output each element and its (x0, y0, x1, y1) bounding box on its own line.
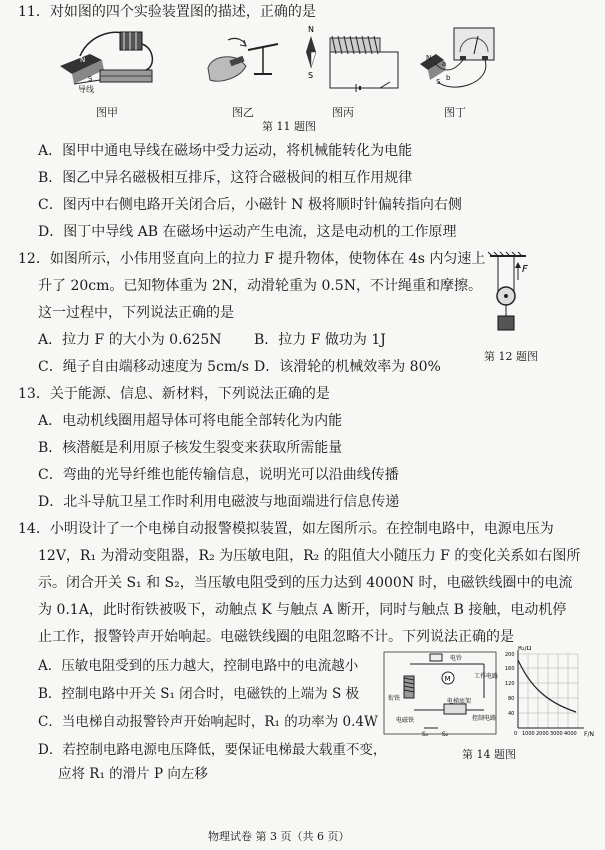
q14-figure-caption: 第 14 题图 (462, 748, 516, 761)
fig-yi-illustration (200, 34, 280, 90)
q12-option-b: B．拉力 F 做功为 1J (254, 332, 386, 348)
q11-option-d: D．图丁中导线 AB 在磁场中运动产生电流，这是电动机的工作原理 (38, 224, 457, 240)
circuit-electromagnet-label: 电磁铁 (396, 717, 415, 724)
q14-option-d-cont: 应将 R₁ 的滑片 P 向左移 (58, 766, 208, 782)
graph-grid (518, 654, 578, 728)
circuit-floor-label: 电梯底架 (447, 698, 472, 705)
q14-line-4: 为 0.1A，此时衔铁被吸下，动触点 K 与触点 A 断开，同时与触点 B 接触，电动机停 (38, 602, 567, 618)
q14-option-a: A．压敏电阻受到的压力越大，控制电路中的电流越小 (38, 658, 359, 674)
fig-bing-s: S (308, 71, 314, 80)
q13-option-b: B．核潜艇是利用原子核发生裂变来获取所需能量 (38, 440, 343, 456)
graph-y-tick: 160 (505, 666, 515, 672)
fig-ding-s: S (436, 78, 441, 86)
fig-bing-illustration (300, 24, 410, 96)
q14-line-3: 示。闭合开关 S₁ 和 S₂，当压敏电阻受到的压力达到 4000N 时，电磁铁线圈中的电流 (38, 575, 573, 591)
q14-line-1: 14．小明设计了一个电梯自动报警模拟装置，如左图所示。在控制电路中，电源电压为 (18, 521, 554, 537)
q14-option-b: B．控制电路中开关 S₁ 闭合时，电磁铁的上端为 S 极 (38, 686, 359, 702)
circuit-s1-label: S₁ (422, 731, 429, 738)
graph-x-tick: 1000 (522, 731, 535, 737)
q11-option-c: C．图丙中右侧电路开关闭合后，小磁针 N 极将顺时针偏转指向右侧 (38, 197, 462, 213)
q14-option-c: C．当电梯自动报警铃声开始响起时，R₁ 的功率为 0.4W (38, 714, 378, 730)
graph-y-tick: 200 (505, 652, 515, 658)
circuit-control-label: 控制电路 (472, 715, 497, 722)
q14-resistance-graph (504, 646, 600, 742)
q12-figure-caption: 第 12 题图 (484, 350, 538, 363)
fig-jia-label: 图甲 (96, 106, 118, 119)
q13-stem: 13．关于能源、信息、新材料，下列说法正确的是 (18, 386, 330, 402)
q12-option-a: A．拉力 F 的大小为 0.625N (38, 332, 222, 348)
q14-circuit-diagram (368, 648, 504, 738)
q12-line-1: 12．如图所示，小伟用竖直向上的拉力 F 提升物体，使物体在 4s 内匀速上 (18, 251, 486, 267)
q12-line-3: 这一过程中，下列说法正确的是 (38, 305, 234, 321)
graph-y-tick: 120 (505, 681, 515, 687)
graph-y-axis-label: R₂/Ω (518, 646, 532, 652)
pulley-figure (482, 250, 542, 342)
graph-y-tick: 80 (508, 696, 515, 702)
fig-bing-n: N (308, 25, 314, 34)
q11-option-b: B．图乙中异名磁极相互排斥，这符合磁极间的相互作用规律 (38, 170, 413, 186)
fig-ding-a: a (442, 60, 447, 68)
graph-x-tick: 3000 (550, 731, 563, 737)
circuit-bell-label: 电铃 (450, 655, 463, 662)
q11-option-a: A．图甲中通电导线在磁场中受力运动，将机械能转化为电能 (38, 143, 413, 159)
q11-figure-caption: 第 11 题图 (262, 120, 316, 133)
circuit-s2-label: S₂ (442, 731, 449, 738)
fig-jia-illustration (50, 26, 160, 96)
q12-line-2: 升了 20cm。已知物体重为 2N，动滑轮重为 0.5N，不计绳重和摩擦。 (38, 278, 482, 294)
q12-option-c: C．绳子自由端移动速度为 5cm/s (38, 359, 250, 375)
fig-ding-b: b (446, 74, 451, 82)
graph-x-tick: 4000 (564, 731, 577, 737)
q14-line-5: 止工作，报警铃声开始响起。电磁铁线圈的电阻忽略不计。下列说法正确的是 (38, 629, 514, 645)
page-footer: 物理试卷 第 3 页（共 6 页） (208, 830, 350, 843)
fig-ding-label: 图丁 (444, 106, 466, 119)
q14-line-2: 12V，R₁ 为滑动变阻器，R₂ 为压敏电阻，R₂ 的阻值大小随压力 F 的变化关系如右图所 (38, 548, 581, 564)
circuit-work-label: 工作电路 (474, 673, 499, 680)
fig-yi-label: 图乙 (232, 106, 254, 119)
fig-jia-n: N (80, 56, 86, 64)
graph-x-axis-label: F/N (584, 731, 594, 738)
q13-option-c: C．弯曲的光导纤维也能传输信息，说明光可以沿曲线传播 (38, 467, 399, 483)
q13-option-d: D．北斗导航卫星工作时利用电磁波与地面端进行信息传递 (38, 494, 400, 510)
circuit-motor-label: M (444, 675, 451, 683)
fig-jia-wire-label: 导线 (78, 85, 94, 94)
q12-option-d: D．该滑轮的机械效率为 80% (254, 359, 441, 375)
q14-option-d: D．若控制电路电源电压降低，要保证电梯最大载重不变， (38, 742, 387, 758)
fig-ding-illustration (412, 24, 512, 100)
graph-x-tick: 0 (514, 731, 518, 737)
circuit-armature-label: 衔铁 (388, 695, 401, 702)
graph-y-tick: 40 (508, 711, 515, 717)
q11-stem: 11．对如图的四个实验装置图的描述，正确的是 (18, 4, 316, 20)
fig-jia-s: S (88, 75, 93, 83)
fig-ding-n: N (426, 54, 432, 62)
graph-x-tick: 2000 (536, 731, 549, 737)
pulley-force-label: F (522, 264, 528, 275)
q13-option-a: A．电动机线圈用超导体可将电能全部转化为内能 (38, 413, 343, 429)
fig-bing-label: 图丙 (332, 106, 354, 119)
